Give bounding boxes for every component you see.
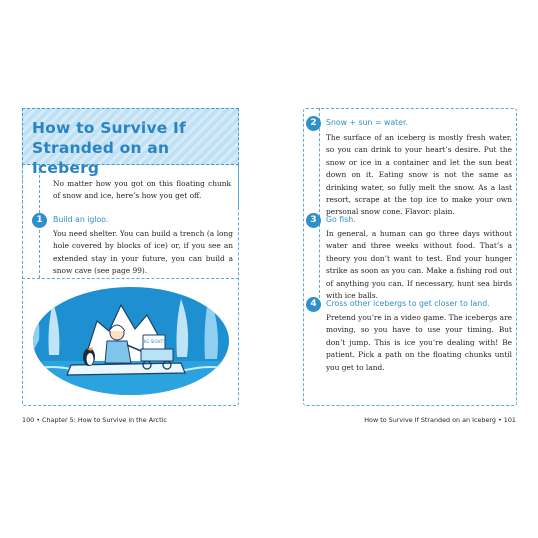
step-number-badge: 2 [306,116,321,131]
step-body: The surface of an iceberg is mostly fresh water, so you can drink to your heart’s desire. Put the snow or ice in a container and let the sun beat down on it. Eating snow is not the same as drinking water, so fully melt the snow. As a last resort, scrape at the top ice to make your own personal snow cone. Flavor: plain. [326,133,512,217]
step-3 [303,210,517,301]
title-line-2: Stranded on an Iceberg [32,139,170,177]
iceberg-illustration [31,285,231,397]
ice-column-right [205,295,219,359]
right-page [303,108,517,406]
step-body: You need shelter. You can build a trench (a long hole covered by blocks of ice) or, if you see an extended stay in your future, you can build a snow cave (see page 99). [53,229,233,276]
step-heading: Snow + sun = water. [326,118,408,127]
title-banner [22,108,239,177]
step-4 [303,295,517,372]
step-2 [303,112,517,217]
step-number-badge: 4 [306,297,321,312]
iceberg-scene-svg [31,285,231,397]
sign-text: BIG SIGHTS [142,339,166,344]
step-body: In general, a human can go three days without water and three weeks without food. That’s a theory you don’t want to test. End your hunger strike as soon as you can. Make a fishing rod out of anything you can. If necessary, hunt sea birds with ice balls. [326,229,512,301]
illustration-divider [22,278,239,279]
step-heading: Build an igloo. [53,215,109,224]
step-number-badge: 1 [32,213,47,228]
step-heading: Cross other icebergs to get closer to land. [326,299,490,308]
step-number-badge: 3 [306,213,321,228]
title-line-1: How to Survive If [32,119,186,137]
right-folio: How to Survive If Stranded on an Iceberg • 101 [364,416,516,424]
step-body: Pretend you’re in a video game. The icebergs are moving, so you have to use your timing. But don’t jump. This is ice you’re dealing with! Be patient. Pick a path on the floating chunks until you get to land. [326,313,512,372]
left-folio: 100 • Chapter 5: How to Survive in the Arctic [22,416,167,424]
step-1 [22,208,239,278]
step-heading: Go fish. [326,215,356,224]
intro-text: No matter how you got on this floating chunk of snow and ice, here’s how you get off. [53,179,231,201]
left-page [22,108,239,406]
